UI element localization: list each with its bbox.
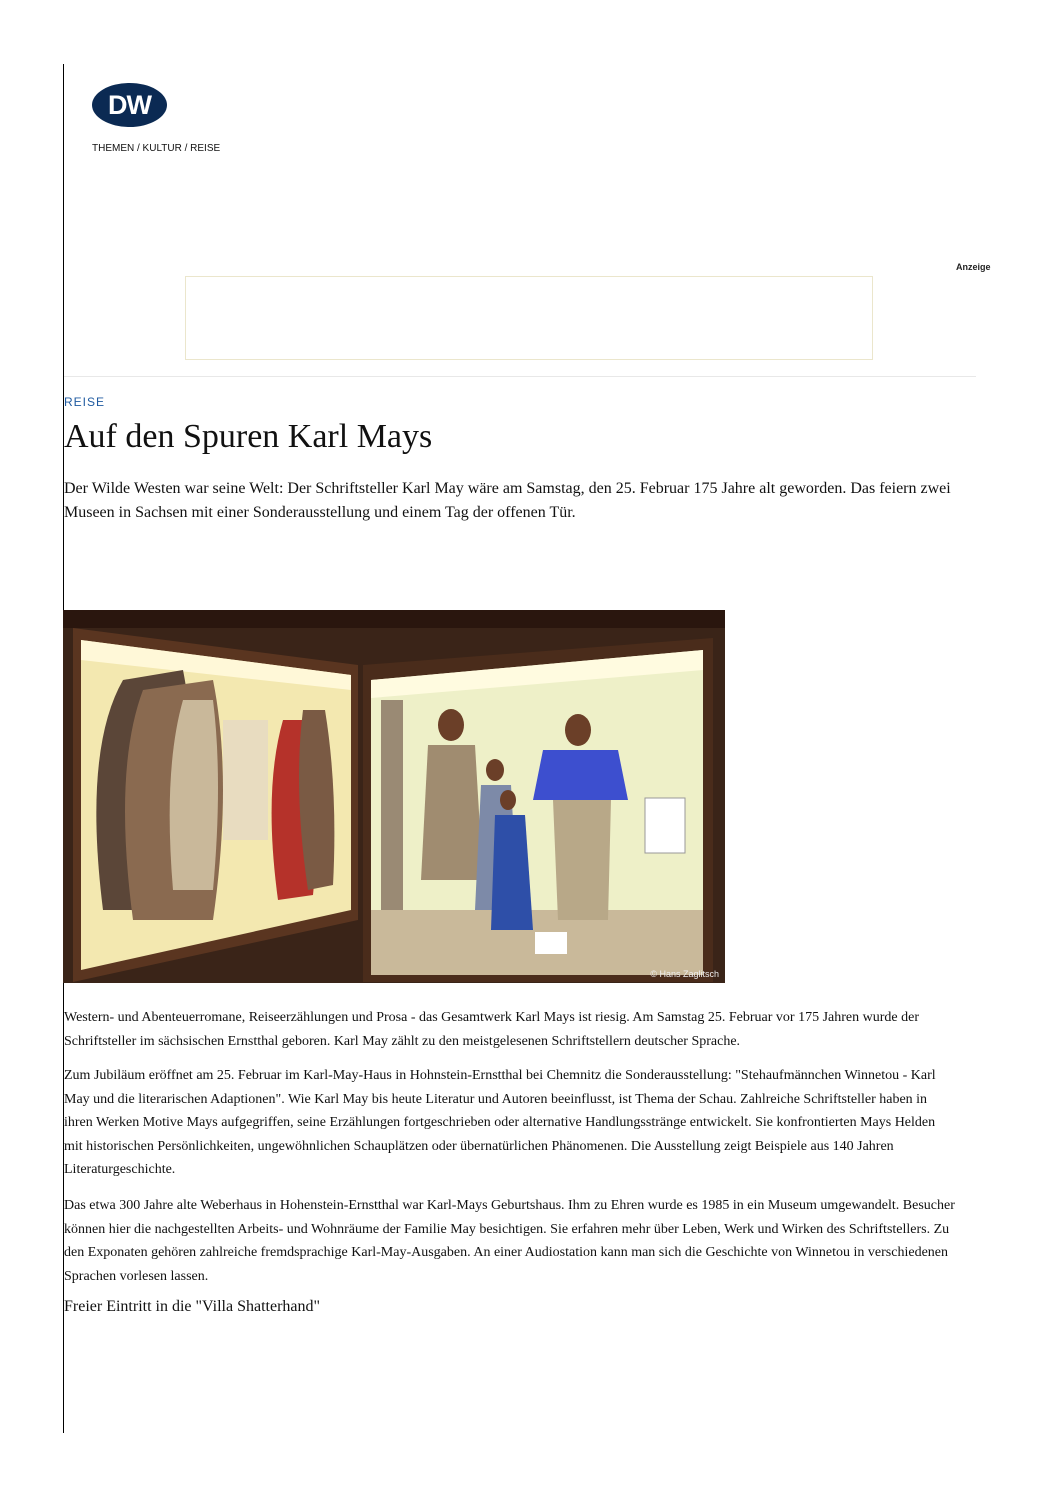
photo-credit: © Hans Zaglitsch bbox=[650, 969, 719, 979]
article-kicker[interactable]: REISE bbox=[64, 395, 106, 409]
breadcrumb[interactable]: THEMEN / KULTUR / REISE bbox=[92, 143, 221, 154]
museum-display-illustration bbox=[63, 610, 725, 983]
article-lead: Der Wilde Westen war seine Welt: Der Schriftsteller Karl May wäre am Samstag, den 25. Februar 175 Jahre alt geworden. Das feiern zwei Museen in Sachsen mit einer Sonderausstellung und einem Tag der offenen Tür. bbox=[64, 480, 951, 521]
dw-logo-text: DW bbox=[108, 89, 151, 120]
header-divider bbox=[64, 376, 976, 377]
article-paragraph-2-wrap bbox=[64, 1064, 956, 1193]
dw-logo[interactable] bbox=[92, 83, 167, 127]
article-paragraph: Zum Jubiläum eröffnet am 25. Februar im Karl-May-Haus in Hohnstein-Ernstthal bei Chemnitz die Sonderausstellung: "Stehaufmännchen Winnetou - Karl May und die literarischen Adaptionen". Wie Karl May bis heute Literatur und Autoren beeinflusst, ist Thema der Schau. Zahlreiche Schriftsteller haben in ihren Werken Motive Mays aufgegriffen, seine Erzählungen fortgeschrieben oder alternative Handlungsstränge entwickelt. Sie konfrontierten Mays Helden mit historischen Persönlichkeiten, ungewöhnlichen Schauplätzen oder übernatürlichen Phänomenen. Die Ausstellung zeigt Beispiele aus 140 Jahren Literaturgeschichte. bbox=[64, 1068, 936, 1177]
article-paragraph: Das etwa 300 Jahre alte Weberhaus in Hohenstein-Ernstthal war Karl-Mays Geburtshaus. Ihm zu Ehren wurde es 1985 in ein Museum umgewandelt. Besucher können hier die nachgestellten Arbeits- und Wohnräume der Familie May besichtigen. Sie erfahren mehr über Leben, Werk und Wirken des Schriftstellers. Zu den Exponaten gehören zahlreiche fremdsprachige Karl-May-Ausgaben. An einer Audiostation kann man sich die Geschichte von Winnetou in verschiedenen Sprachen vorlesen lassen. bbox=[64, 1198, 955, 1284]
article-photo bbox=[63, 610, 725, 983]
ad-slot[interactable] bbox=[185, 276, 873, 360]
article-subheading: Freier Eintritt in die "Villa Shatterhand" bbox=[64, 1298, 321, 1315]
article-paragraph-3-wrap bbox=[64, 1194, 956, 1299]
article-title: Auf den Spuren Karl Mays bbox=[64, 418, 433, 455]
article-paragraph-1-wrap bbox=[64, 1006, 956, 1064]
ad-label: Anzeige bbox=[956, 262, 991, 272]
article-paragraph: Western- und Abenteuerromane, Reiseerzählungen und Prosa - das Gesamtwerk Karl Mays ist riesig. Am Samstag 25. Februar vor 175 Jahren wurde der Schriftsteller im sächsischen Ernstthal geboren. Karl May zählt zu den meistgelesenen Schriftstellern deutscher Sprache. bbox=[64, 1010, 919, 1049]
